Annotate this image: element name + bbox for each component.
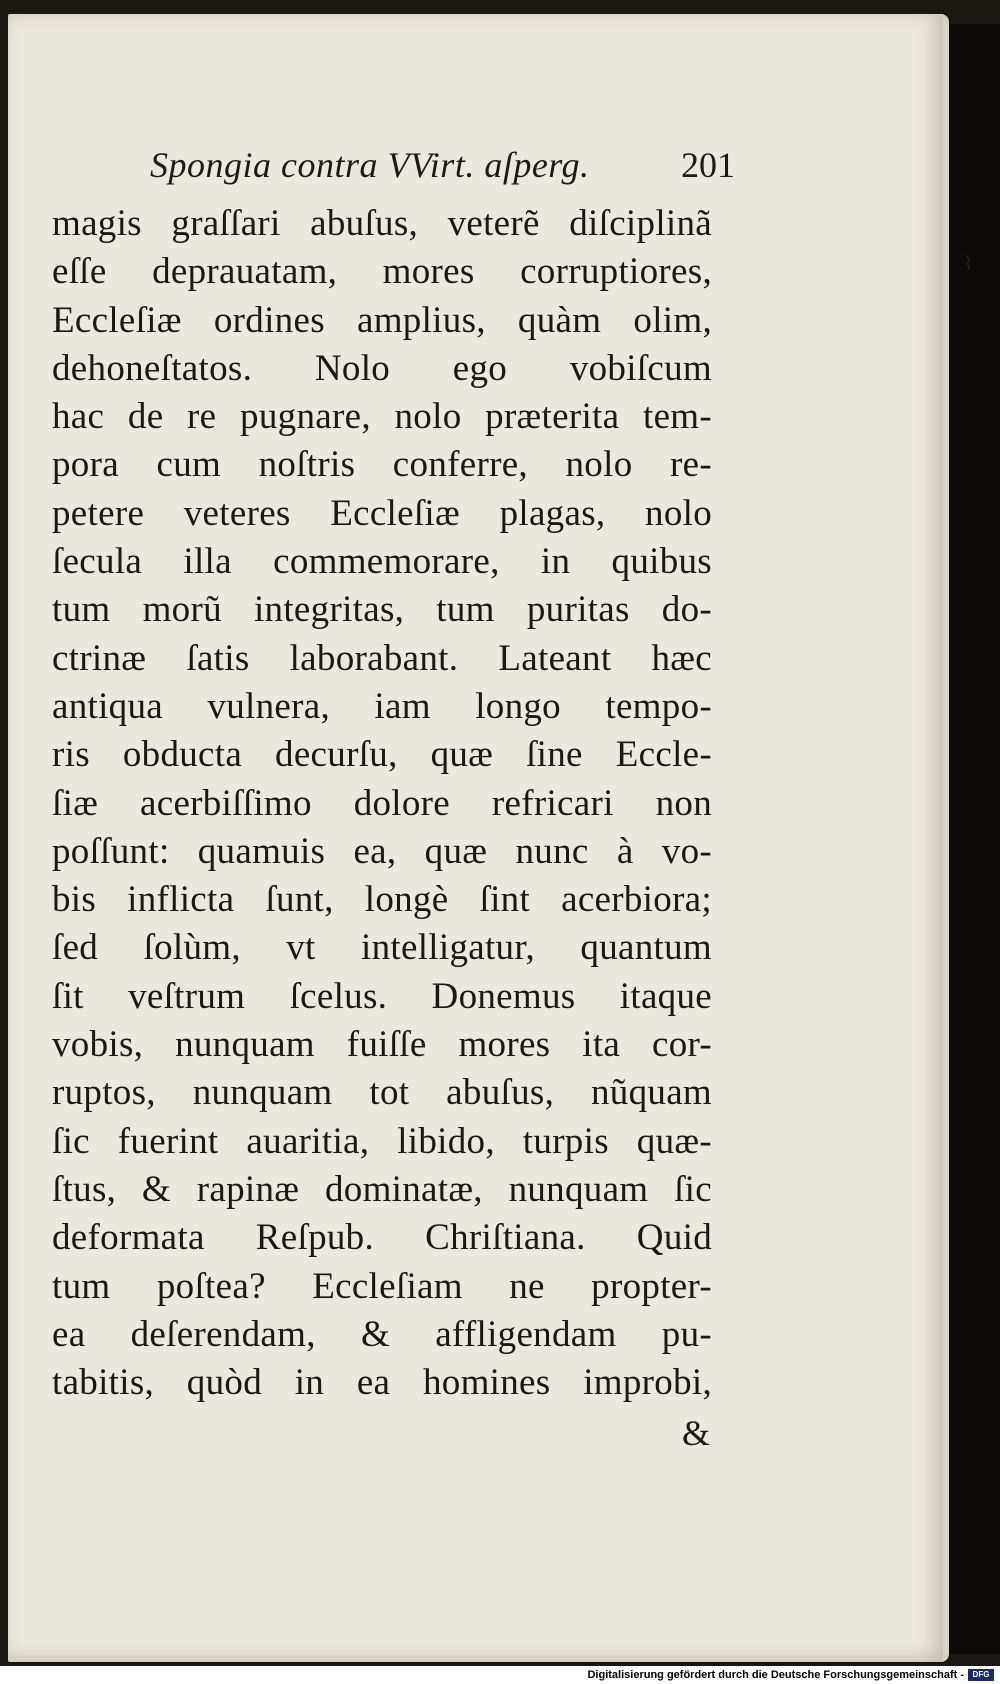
catchword: & xyxy=(681,1413,710,1453)
dfg-logo: DFG xyxy=(968,1669,994,1681)
text-line: ſic fuerint auaritia, libido, turpis quæ- xyxy=(52,1120,712,1162)
text-line: ſit veſtrum ſcelus. Donemus itaque xyxy=(52,975,712,1017)
text-line: bis inflicta ſunt, longè ſint acerbiora; xyxy=(52,879,712,921)
margin-mark: ⌇ xyxy=(964,253,973,274)
text-line: tum poſtea? Eccleſiam ne propter- xyxy=(52,1265,712,1307)
text-line: magis graſſari abuſus, veterẽ diſciplinã xyxy=(52,203,712,244)
text-line: ſtus, & rapinæ dominatæ, nunquam ſic xyxy=(52,1168,712,1210)
running-title: Spongia contra VVirt. aſperg. xyxy=(150,145,590,185)
text-line: ſed ſolùm, vt intelligatur, quantum xyxy=(52,927,712,969)
text-line: tabitis, quòd in ea homines improbi, xyxy=(52,1362,712,1404)
text-line: tum morũ integritas, tum puritas do- xyxy=(52,589,712,631)
text-line: ris obducta decurſu, quæ ſine Eccle- xyxy=(52,734,712,776)
digitization-footer xyxy=(0,1666,1000,1684)
text-line: hac de re pugnare, nolo præterita tem- xyxy=(52,396,712,438)
body-text xyxy=(52,200,712,1407)
footer-credit: Digitalisierung gefördert durch die Deutsche Forschungsgemeinschaft - xyxy=(587,1669,964,1681)
text-line: petere veteres Eccleſiæ plagas, nolo xyxy=(52,492,712,534)
text-line: pora cum noſtris conferre, nolo re- xyxy=(52,444,712,486)
text-line: ea deſerendam, & affligendam pu- xyxy=(52,1313,712,1355)
text-line: poſſunt: quamuis ea, quæ nunc à vo- xyxy=(52,830,712,872)
text-line: vobis, nunquam fuiſſe mores ita cor- xyxy=(52,1024,712,1066)
text-line: ſecula illa commemorare, in quibus xyxy=(52,541,712,583)
text-line: deformata Reſpub. Chriſtiana. Quid xyxy=(52,1217,712,1259)
text-line: ſiæ acerbiſſimo dolore refricari non xyxy=(52,782,712,824)
text-line: eſſe deprauatam, mores corruptiores, xyxy=(52,251,712,293)
text-line: Eccleſiæ ordines amplius, quàm olim, xyxy=(52,299,712,341)
text-line: ctrinæ ſatis laborabant. Lateant hæc xyxy=(52,637,712,679)
page-number: 201 xyxy=(681,145,735,185)
text-line: dehoneſtatos. Nolo ego vobiſcum xyxy=(52,347,712,389)
text-line: antiqua vulnera, iam longo tempo- xyxy=(52,685,712,727)
text-line: ruptos, nunquam tot abuſus, nũquam xyxy=(52,1072,712,1114)
